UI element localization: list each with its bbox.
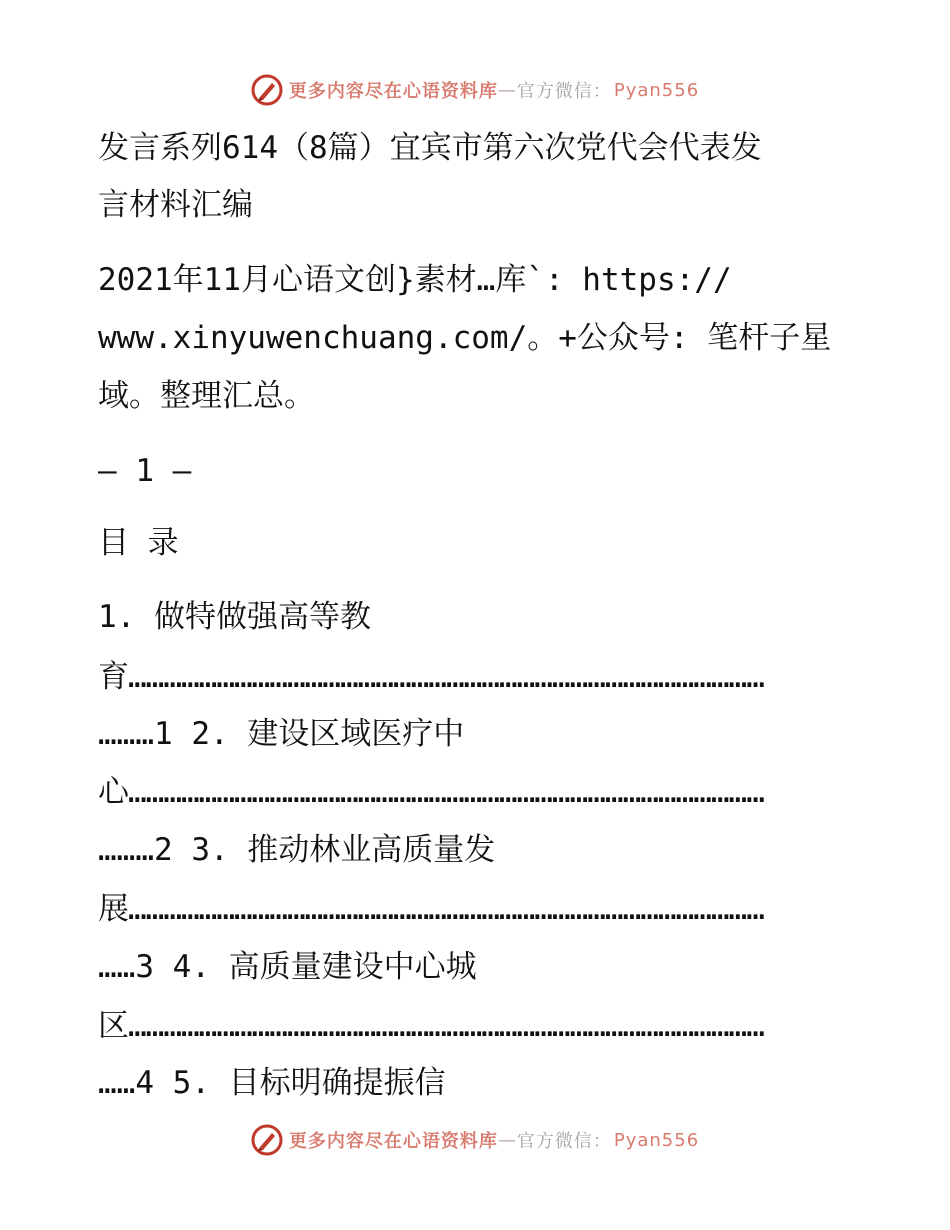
intro-line-1: 2021年11月心语文创}素材…库`: https:// [98, 262, 732, 298]
page-number: — 1 — [98, 453, 192, 489]
banner-dash: — [497, 1129, 517, 1151]
document-title-line-2: 言材料汇编 [98, 187, 253, 223]
banner-wechat-id: Pyan556 [613, 79, 700, 101]
toc-line: ……3 4. 高质量建设中心城 [98, 949, 477, 985]
document-title-line-1: 发言系列614（8篇）宜宾市第六次党代会代表发 [98, 130, 762, 166]
banner-wechat-label: 官方微信： [516, 1131, 612, 1152]
toc-line: 育……………………………………………………………………………………………… [98, 659, 764, 695]
footer-watermark-banner [0, 1120, 950, 1160]
banner-wechat-label: 官方微信： [516, 81, 612, 102]
toc-line: 心……………………………………………………………………………………………… [98, 774, 764, 810]
toc-heading: 目 录 [98, 525, 179, 561]
banner-main-text: 更多内容尽在心语资料库 [288, 81, 498, 102]
toc-line: 展……………………………………………………………………………………………… [98, 891, 764, 927]
pen-logo-icon [251, 74, 283, 106]
banner-dash: — [497, 79, 517, 101]
toc-line: ………2 3. 推动林业高质量发 [98, 832, 496, 868]
toc-line: 区……………………………………………………………………………………………… [98, 1008, 764, 1044]
toc-line: ………1 2. 建设区域医疗中 [98, 716, 465, 752]
banner-main-text: 更多内容尽在心语资料库 [288, 1131, 498, 1152]
intro-line-2: www.xinyuwenchuang.com/。+公众号: 笔杆子星 [98, 320, 832, 356]
toc-line: 1. 做特做强高等教 [98, 599, 371, 635]
banner-wechat-id: Pyan556 [613, 1129, 700, 1151]
header-watermark-banner [0, 70, 950, 110]
pen-logo-icon [251, 1124, 283, 1156]
toc-line: ……4 5. 目标明确提振信 [98, 1065, 446, 1101]
intro-line-3: 域。整理汇总。 [98, 378, 315, 414]
